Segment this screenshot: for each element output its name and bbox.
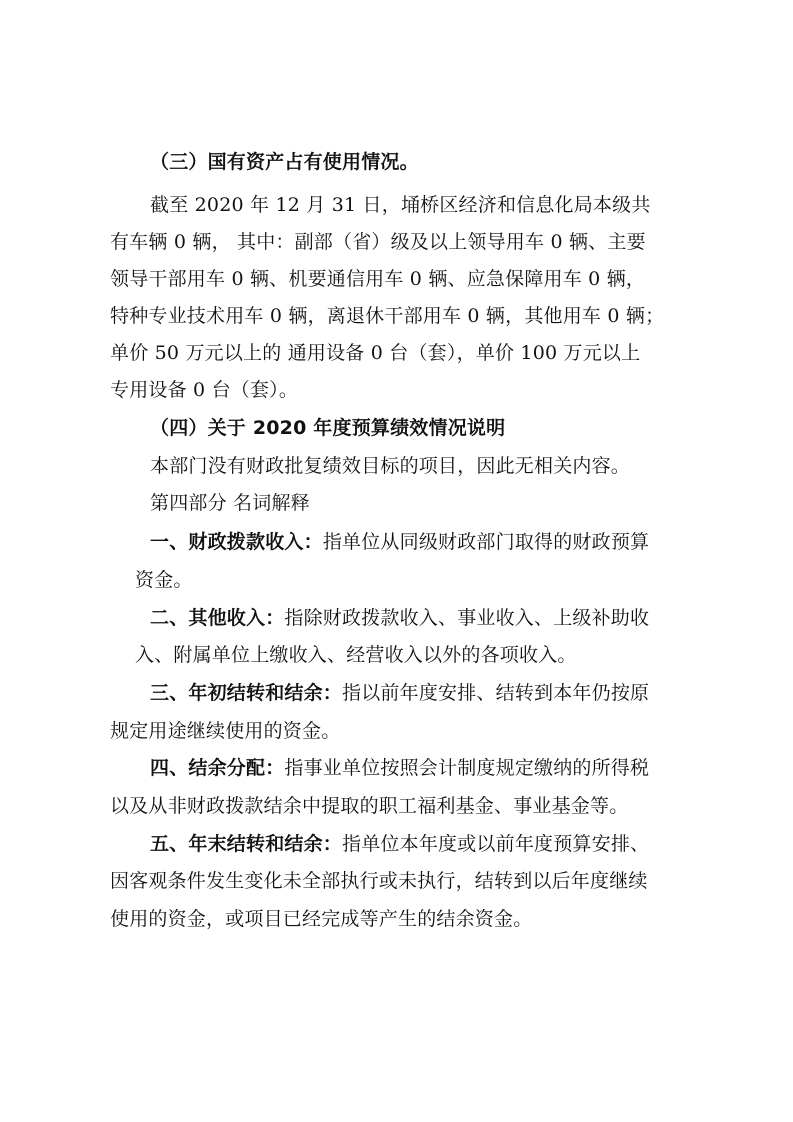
term-label: 三、年初结转和结余： [150, 682, 343, 704]
term-definition [150, 756, 649, 780]
paragraph-line: 本部门没有财政批复绩效目标的项目，因此无相关内容。 [150, 455, 631, 477]
section-heading-assets: （三）国有资产占有使用情况。 [150, 151, 419, 173]
paragraph-line: 规定用途继续使用的资金。 [110, 720, 341, 742]
term-label: 四、结余分配： [150, 757, 285, 779]
term-text: 指除财政拨款收入、事业收入、上级补助收 [284, 607, 650, 629]
term-definition [150, 530, 649, 554]
term-label: 二、其他收入： [150, 607, 285, 629]
paragraph-line: 专用设备 0 台（套）。 [110, 379, 299, 401]
paragraph-line: 单价 50 万元以上的 通用设备 0 台（套），单价 100 万元以上 [110, 342, 641, 364]
paragraph-line: 截至 2020 年 12 月 31 日，埇桥区经济和信息化局本级共 [150, 194, 651, 216]
term-text: 指以前年度安排、结转到本年仍按原 [342, 682, 650, 704]
term-label: 一、财政拨款收入： [150, 531, 323, 553]
paragraph-line: 使用的资金，或项目已经完成等产生的结余资金。 [110, 908, 533, 930]
paragraph-line: 资金。 [135, 569, 193, 591]
paragraph-line: 因客观条件发生变化未全部执行或未执行，结转到以后年度继续 [110, 870, 648, 892]
paragraph-line: 入、附属单位上缴收入、经营收入以外的各项收入。 [135, 644, 577, 666]
term-text: 指单位本年度或以前年度预算安排、 [342, 833, 650, 855]
term-text: 指单位从同级财政部门取得的财政预算 [322, 531, 650, 553]
paragraph-line: 特种专业技术用车 0 辆，离退休干部用车 0 辆，其他用车 0 辆； [110, 305, 665, 327]
term-definition [150, 606, 649, 630]
paragraph-line: 领导干部用车 0 辆、机要通信用车 0 辆、应急保障用车 0 辆， [110, 268, 646, 290]
part-title: 第四部分 名词解释 [150, 492, 310, 514]
paragraph-line: 以及从非财政拨款结余中提取的职工福利基金、事业基金等。 [110, 795, 629, 817]
term-definition [150, 832, 649, 856]
term-text: 指事业单位按照会计制度规定缴纳的所得税 [284, 757, 650, 779]
term-definition [150, 681, 649, 705]
term-label: 五、年末结转和结余： [150, 833, 343, 855]
paragraph-line: 有车辆 0 辆， 其中：副部（省）级及以上领导用车 0 辆、主要 [110, 231, 646, 253]
section-heading-performance: （四）关于 2020 年度预算绩效情况说明 [150, 417, 506, 439]
